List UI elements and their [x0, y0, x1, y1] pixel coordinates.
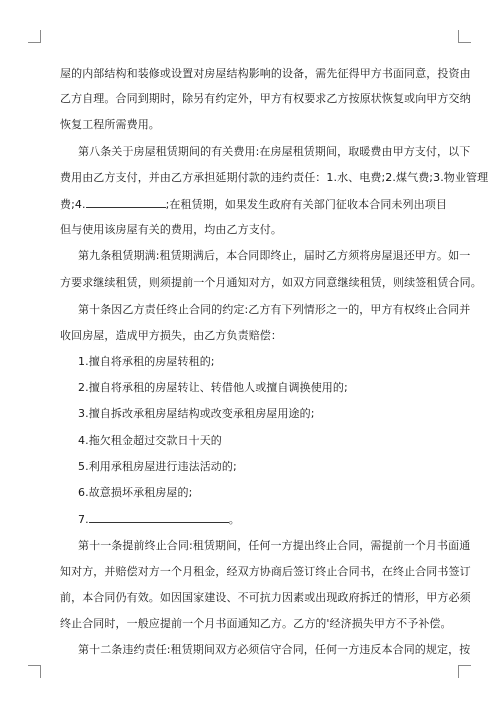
crop-mark-top-right: [458, 30, 471, 43]
line-text: 。: [228, 513, 240, 526]
paragraph-line: [60, 197, 447, 212]
list-item: 4.拖欠租金超过交款日十天的: [78, 434, 222, 447]
clause-8-heading: 第八条关于房屋租赁期间的有关费用:在房屋租赁期间，取暖费由甲方支付，以下: [78, 145, 471, 158]
blank-fill-line: [86, 197, 166, 208]
list-item: 2.擅自将承租的房屋转让、转借他人或擅自调换使用的;: [78, 381, 348, 394]
list-item: 3.擅自拆改承租房屋结构或改变承租房屋用途的;: [78, 407, 315, 420]
line-text: 7.: [78, 513, 89, 526]
line-text: 费;4.: [60, 198, 86, 211]
list-item: 1.擅自将承租的房屋转租的;: [78, 355, 215, 368]
paragraph-line: 收回房屋，造成甲方损失，由乙方负责赔偿：: [60, 329, 282, 342]
clause-10-heading: 第十条因乙方责任终止合同的约定:乙方有下列情形之一的，甲方有权终止合同并: [78, 303, 471, 316]
clause-11-heading: 第十一条提前终止合同:租赁期间，任何一方提出终止合同，需提前一个月书面通: [78, 539, 471, 552]
paragraph-line: 乙方自理。合同到期时，除另有约定外，甲方有权要求乙方按原状恢复或向甲方交纳: [60, 92, 471, 105]
paragraph-line: 但与使用该房屋有关的费用，均由乙方支付。: [60, 223, 282, 236]
paragraph-line: 屋的内部结构和装修或设置对房屋结构影响的设备，需先征得甲方书面同意，投资由: [60, 67, 471, 80]
list-item: 6.故意损坏承租房屋的;: [78, 486, 193, 499]
crop-mark-top-left: [28, 30, 41, 43]
paragraph-line: 费用由乙方支付，并由乙方承担延期付款的违约责任：1.水、电费;2.煤气费;3.物业管理: [60, 171, 489, 184]
list-item: [78, 512, 240, 527]
clause-9-heading: 第九条租赁期满:租赁期满后，本合同即终止，届时乙方须将房屋退还甲方。如一: [78, 249, 471, 262]
blank-fill-line: [89, 512, 229, 523]
paragraph-line: 前，本合同仍有效。如因国家建设、不可抗力因素或出现政府拆迁的情形，甲方必须: [60, 591, 471, 604]
paragraph-line: 知对方，并赔偿对方一个月租金，经双方协商后签订终止合同书，在终止合同书签订: [60, 565, 471, 578]
paragraph-line: 终止合同时，一般应提前一个月书面通知乙方。乙方的'经济损失甲方不予补偿。: [60, 617, 452, 630]
paragraph-line: 恢复工程所需费用。: [60, 118, 160, 131]
line-text: ;在租赁期，如果发生政府有关部门征收本合同未列出项目: [165, 198, 447, 211]
list-item: 5.利用承租房屋进行违法活动的;: [78, 460, 237, 473]
crop-mark-bottom-right: [458, 665, 471, 678]
crop-mark-bottom-left: [28, 665, 41, 678]
paragraph-line: 方要求继续租赁，则须提前一个月通知对方，如双方同意继续租赁，则续签租赁合同。: [60, 276, 482, 289]
clause-12-heading: 第十二条违约责任:租赁期间双方必须信守合同，任何一方违反本合同的规定，按: [78, 643, 471, 656]
